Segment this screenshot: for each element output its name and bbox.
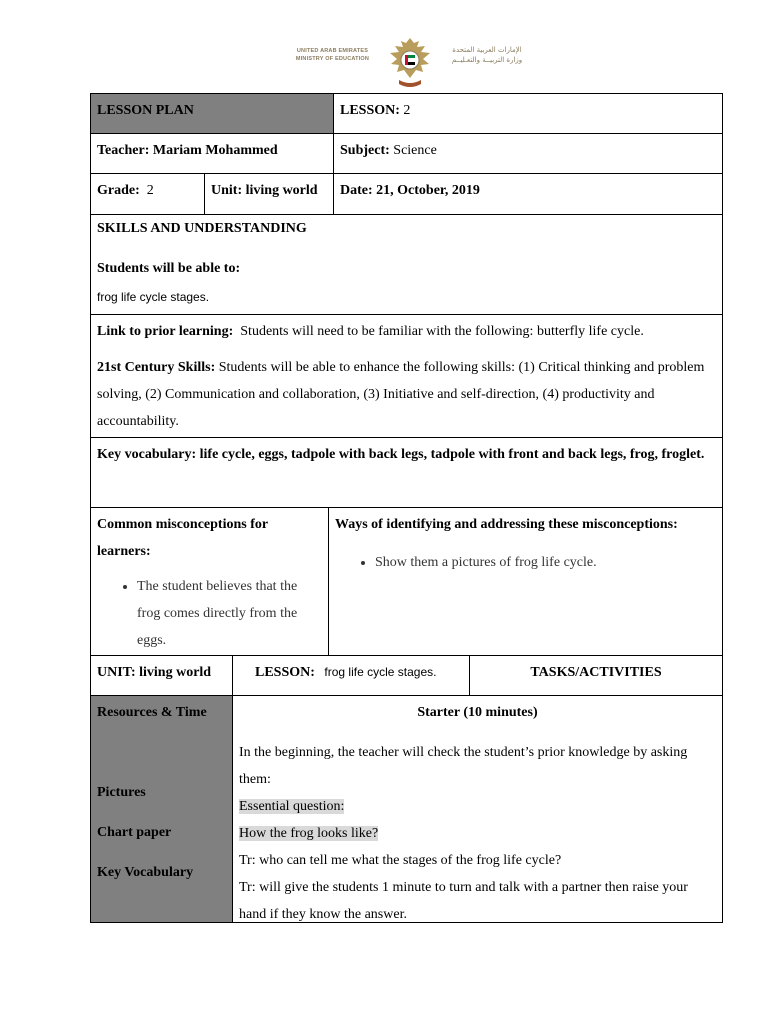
unit-row-lesson-label: LESSON: [255,665,315,680]
ministry-ar-line2: وزارة التربيــة والتعـليــم [451,56,523,64]
teacher-name: Teacher: Mariam Mohammed [97,143,278,158]
prior-learning-text: Students will need to be familiar with the following: butterfly life cycle. [233,324,644,339]
students-able-label: Students will be able to: [97,261,241,276]
lesson-label: LESSON: [340,103,400,118]
resource-item: Key Vocabulary [97,865,194,880]
grade-value: 2 [139,183,154,198]
unit-cell [204,173,334,215]
lesson-plan-title [90,93,334,134]
ministry-en-line1: UNITED ARAB EMIRATES [296,48,369,54]
century-skills-text: Students will be able to enhance the following skills: (1) Critical thinking and problem solving, (2) Communication and collaboration, (3) Initiative and self-direction, (4) productivity and accountability. [97,360,705,429]
grade-cell [90,173,205,215]
grade-label: Grade: [97,183,140,198]
unit-row-lesson-value: frog life cycle stages. [324,665,437,679]
addressing-item: • Show them a pictures of frog life cycle. [375,549,716,576]
skills-heading: SKILLS AND UNDERSTANDING [97,221,307,236]
essential-question: How the frog looks like? [239,826,379,841]
misconceptions-heading: Common misconceptions for learners: [97,517,268,559]
essential-question-label: Essential question: [239,799,345,814]
lesson-plan-label: LESSON PLAN [97,103,194,118]
key-vocabulary-text: Key vocabulary: life cycle, eggs, tadpole with back legs, tadpole with front and back legs, frog, froglet. [97,447,705,462]
skills-objective: frog life cycle stages. [97,290,210,304]
subject-cell [333,133,723,174]
resources-heading: Resources & Time [97,705,207,720]
ministry-en-line2: MINISTRY OF EDUCATION [295,56,370,62]
lesson-date: Date: 21, October, 2019 [340,183,480,198]
ministry-header [285,34,535,92]
prior-learning-label: Link to prior learning: [97,324,234,339]
misconceptions-cell [90,507,329,656]
starter-cell [232,695,723,923]
skills-section [90,214,723,315]
key-vocabulary-section [90,437,723,508]
starter-heading: Starter (10 minutes) [417,705,538,720]
unit-row-unit-cell [90,655,233,696]
unit-row-unit: UNIT: living world [97,665,212,680]
century-skills-line [97,354,716,435]
prior-learning-section [90,314,723,438]
century-skills-label: 21st Century Skills: [97,360,216,375]
resources-cell [90,695,233,923]
essential-question-text-line [239,820,716,847]
addressing-heading: Ways of identifying and addressing these misconceptions: [335,517,678,532]
uae-emblem-icon [385,34,435,90]
misconception-item: • The student believes that the frog comes directly from the eggs. [137,573,322,654]
prior-learning-line [97,318,716,345]
resource-item: Pictures [97,785,146,800]
unit-row-lesson-cell [232,655,470,696]
addressing-misconceptions-cell [328,507,723,656]
ministry-ar-line1: الإمارات العربية المتحدة [452,46,522,54]
essential-question-line [239,793,716,820]
date-cell [333,173,723,215]
subject-value: Science [389,143,437,158]
resource-item: Chart paper [97,825,172,840]
starter-intro: In the beginning, the teacher will check the student’s prior knowledge by asking them: [239,745,688,787]
lesson-number-cell [333,93,723,134]
ministry-name-ar [437,45,537,65]
tasks-activities-cell [469,655,723,696]
lesson-value: 2 [399,103,411,118]
misconceptions-list [97,573,322,654]
ministry-name-en [285,47,380,63]
subject-label: Subject: [340,143,390,158]
addressing-list [335,549,716,576]
teacher-cell [90,133,334,174]
tasks-activities-heading: TASKS/ACTIVITIES [530,665,662,680]
teacher-instruction-2: Tr: will give the students 1 minute to turn and talk with a partner then raise your hand if they know the answer. [239,880,688,922]
unit-value: Unit: living world [211,183,318,198]
teacher-instruction-1: Tr: who can tell me what the stages of the frog life cycle? [239,853,562,868]
